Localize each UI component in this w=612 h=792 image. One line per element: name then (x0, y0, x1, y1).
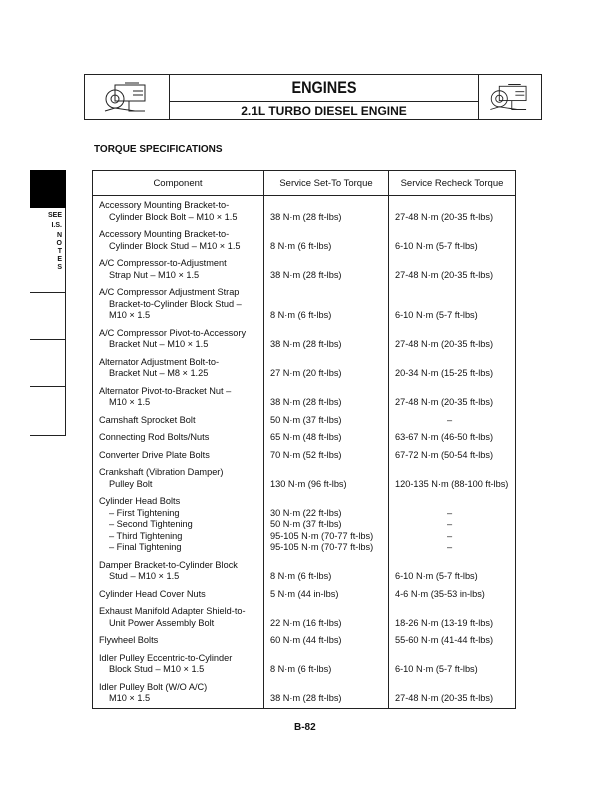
cell-line: 27 N·m (20 ft-lbs) (270, 368, 342, 378)
cell-line: 130 N·m (96 ft-lbs) (270, 478, 347, 489)
table-row (93, 253, 516, 282)
cell-line: Accessory Mounting Bracket-to- (99, 200, 230, 210)
cell-line: – (447, 414, 453, 425)
cell-line: 63-67 N·m (46-50 ft-lbs) (395, 432, 494, 442)
recheck-cell (389, 555, 516, 584)
cell-line: 67-72 N·m (50-54 ft-lbs) (395, 449, 494, 460)
cell-line: 38 N·m (28 ft-lbs) (270, 339, 342, 349)
component-cell (93, 323, 264, 352)
cell-line: – Final Tightening (109, 542, 182, 552)
cell-line: Strap Nut – M10 × 1.5 (109, 269, 200, 280)
cell-line: Crankshaft (Vibration Damper) (99, 467, 224, 477)
cell-line: 20-34 N·m (15-25 ft-lbs) (395, 368, 494, 378)
tab-segment (30, 339, 66, 386)
component-cell (93, 630, 264, 648)
cell-line: M10 × 1.5 (109, 397, 151, 407)
cell-line: Cylinder Head Cover Nuts (99, 588, 206, 599)
recheck-cell (389, 381, 516, 410)
set-to-cell (264, 555, 389, 584)
cell-line: Flywheel Bolts (99, 635, 159, 645)
cell-line: Cylinder Block Stud – M10 × 1.5 (109, 240, 241, 251)
tab-text: SEE (47, 212, 62, 219)
recheck-cell (389, 410, 516, 428)
cell-line: 38 N·m (28 ft-lbs) (270, 269, 342, 280)
cell-line: M10 × 1.5 (109, 310, 151, 320)
set-to-cell (264, 648, 389, 677)
cell-line: Alternator Pivot-to-Bracket Nut – (99, 385, 232, 396)
header-title: ENGINES (291, 78, 357, 97)
recheck-cell (389, 601, 516, 630)
recheck-cell (389, 196, 516, 225)
torque-table (92, 170, 516, 709)
cell-line: 4-6 N·m (35-53 in-lbs) (395, 588, 485, 599)
recheck-cell (389, 323, 516, 352)
set-to-cell (264, 601, 389, 630)
tab-text: S (57, 264, 62, 271)
cell-line: – (447, 507, 453, 518)
table-row (93, 224, 516, 253)
cell-line: Pulley Bolt (109, 478, 153, 489)
cell-line: Idler Pulley Eccentric-to-Cylinder (99, 652, 233, 663)
cell-line: 38 N·m (28 ft-lbs) (270, 211, 342, 222)
page-number: B-82 (294, 722, 316, 733)
cell-line: – Second Tightening (109, 519, 193, 529)
component-cell (93, 410, 264, 428)
cell-line: 27-48 N·m (20-35 ft-lbs) (395, 397, 494, 407)
engine-illustration-left (85, 75, 170, 119)
cell-line: 50 N·m (37 ft-lbs) (270, 519, 342, 529)
set-to-cell (264, 323, 389, 352)
cell-line: 120-135 N·m (88-100 ft-lbs) (395, 478, 509, 489)
set-to-cell (264, 427, 389, 445)
cell-line: Idler Pulley Bolt (W/O A/C) (99, 681, 208, 692)
component-cell (93, 677, 264, 709)
component-cell (93, 445, 264, 463)
component-cell (93, 224, 264, 253)
table-row (93, 427, 516, 445)
cell-line: 8 N·m (6 ft-lbs) (270, 571, 332, 581)
column-header: Service Set-To Torque (264, 171, 389, 196)
set-to-cell (264, 381, 389, 410)
cell-line: 8 N·m (6 ft-lbs) (270, 664, 332, 674)
cell-line: 18-26 N·m (13-19 ft-lbs) (395, 617, 494, 628)
table-row (93, 323, 516, 352)
component-cell (93, 196, 264, 225)
component-cell (93, 491, 264, 555)
set-to-cell (264, 462, 389, 491)
recheck-cell (389, 648, 516, 677)
cell-line: Camshaft Sprocket Bolt (99, 414, 196, 425)
cell-line: 22 N·m (16 ft-lbs) (270, 617, 342, 628)
component-cell (93, 282, 264, 323)
component-cell (93, 253, 264, 282)
set-to-cell (264, 491, 389, 555)
cell-line: Accessory Mounting Bracket-to- (99, 229, 230, 239)
cell-line: 27-48 N·m (20-35 ft-lbs) (395, 339, 494, 349)
table-row (93, 381, 516, 410)
table-row (93, 445, 516, 463)
column-header: Service Recheck Torque (389, 171, 516, 196)
table-row (93, 196, 516, 225)
table-row (93, 462, 516, 491)
recheck-cell (389, 584, 516, 602)
table-row (93, 648, 516, 677)
set-to-cell (264, 677, 389, 709)
set-to-cell (264, 410, 389, 428)
component-cell (93, 462, 264, 491)
cell-line: A/C Compressor-to-Adjustment (99, 258, 227, 268)
tab-text: O (56, 240, 62, 247)
table-row (93, 410, 516, 428)
tab-text: I.S. (51, 222, 62, 229)
section-title: TORQUE SPECIFICATIONS (94, 144, 223, 155)
cell-line: Stud – M10 × 1.5 (109, 571, 180, 581)
component-cell (93, 555, 264, 584)
cell-line: 27-48 N·m (20-35 ft-lbs) (395, 693, 494, 703)
table-row (93, 352, 516, 381)
cell-line: Bracket-to-Cylinder Block Stud – (109, 298, 242, 309)
cell-line: Unit Power Assembly Bolt (109, 617, 215, 628)
cell-line: 6-10 N·m (5-7 ft-lbs) (395, 240, 478, 251)
cell-line: 38 N·m (28 ft-lbs) (270, 693, 342, 703)
component-cell (93, 648, 264, 677)
component-cell (93, 427, 264, 445)
recheck-cell (389, 282, 516, 323)
cell-line: M10 × 1.5 (109, 693, 151, 703)
set-to-cell (264, 196, 389, 225)
tab-text: T (57, 248, 62, 255)
cell-line: Exhaust Manifold Adapter Shield-to- (99, 606, 246, 616)
table-row (93, 677, 516, 709)
cell-line: Damper Bracket-to-Cylinder Block (99, 559, 238, 570)
cell-line: Cylinder Block Bolt – M10 × 1.5 (109, 211, 238, 222)
cell-line: 6-10 N·m (5-7 ft-lbs) (395, 664, 478, 674)
cell-line: – First Tightening (109, 507, 180, 518)
set-to-cell (264, 224, 389, 253)
table-row (93, 282, 516, 323)
set-to-cell (264, 253, 389, 282)
set-to-cell (264, 445, 389, 463)
set-to-cell (264, 352, 389, 381)
tab-black-block (30, 170, 66, 208)
cell-line: 5 N·m (44 in-lbs) (270, 588, 339, 599)
component-cell (93, 584, 264, 602)
cell-line: 95-105 N·m (70-77 ft-lbs) (270, 530, 374, 541)
cell-line: Cylinder Head Bolts (99, 496, 181, 506)
tab-text: E (57, 256, 62, 263)
tab-segment (30, 292, 66, 339)
set-to-cell (264, 630, 389, 648)
cell-line: 6-10 N·m (5-7 ft-lbs) (395, 310, 478, 320)
column-header: Component (93, 171, 264, 196)
cell-line: Connecting Rod Bolts/Nuts (99, 432, 210, 442)
table-row (93, 630, 516, 648)
cell-line: A/C Compressor Pivot-to-Accessory (99, 327, 247, 338)
recheck-cell (389, 462, 516, 491)
recheck-cell (389, 445, 516, 463)
page-header (84, 74, 542, 120)
set-to-cell (264, 584, 389, 602)
cell-line: – Third Tightening (109, 530, 183, 541)
component-cell (93, 601, 264, 630)
cell-line: 70 N·m (52 ft-lbs) (270, 449, 342, 460)
cell-line: 27-48 N·m (20-35 ft-lbs) (395, 269, 494, 280)
see-is-notes (30, 208, 66, 292)
table-row (93, 555, 516, 584)
cell-line: 55-60 N·m (41-44 ft-lbs) (395, 635, 494, 645)
recheck-cell (389, 427, 516, 445)
header-subtitle: 2.1L TURBO DIESEL ENGINE (170, 101, 478, 119)
cell-line: 6-10 N·m (5-7 ft-lbs) (395, 571, 478, 581)
tab-segment (30, 386, 66, 436)
cell-line: 30 N·m (22 ft-lbs) (270, 507, 342, 518)
cell-line: Block Stud – M10 × 1.5 (109, 664, 205, 674)
cell-line: – (447, 530, 453, 541)
cell-line: A/C Compressor Adjustment Strap (99, 287, 240, 297)
component-cell (93, 352, 264, 381)
cell-line: 50 N·m (37 ft-lbs) (270, 414, 342, 425)
recheck-cell (389, 253, 516, 282)
cell-line: 60 N·m (44 ft-lbs) (270, 635, 342, 645)
cell-line: – (447, 542, 453, 552)
engine-illustration-right (478, 75, 541, 119)
table-row (93, 601, 516, 630)
side-tab (30, 170, 66, 436)
table-row (93, 584, 516, 602)
recheck-cell (389, 352, 516, 381)
cell-line: Converter Drive Plate Bolts (99, 449, 210, 460)
cell-line: Alternator Adjustment Bolt-to- (99, 356, 220, 367)
cell-line: 95-105 N·m (70-77 ft-lbs) (270, 542, 374, 552)
recheck-cell (389, 224, 516, 253)
cell-line: – (447, 519, 453, 529)
cell-line: 8 N·m (6 ft-lbs) (270, 240, 332, 251)
recheck-cell (389, 630, 516, 648)
cell-line: 38 N·m (28 ft-lbs) (270, 397, 342, 407)
table-row (93, 491, 516, 555)
recheck-cell (389, 677, 516, 709)
cell-line: 8 N·m (6 ft-lbs) (270, 310, 332, 320)
cell-line: 65 N·m (48 ft-lbs) (270, 432, 342, 442)
cell-line: Bracket Nut – M10 × 1.5 (109, 339, 209, 349)
recheck-cell (389, 491, 516, 555)
cell-line: Bracket Nut – M8 × 1.25 (109, 368, 209, 378)
set-to-cell (264, 282, 389, 323)
component-cell (93, 381, 264, 410)
tab-text: N (56, 232, 62, 239)
cell-line: 27-48 N·m (20-35 ft-lbs) (395, 211, 494, 222)
